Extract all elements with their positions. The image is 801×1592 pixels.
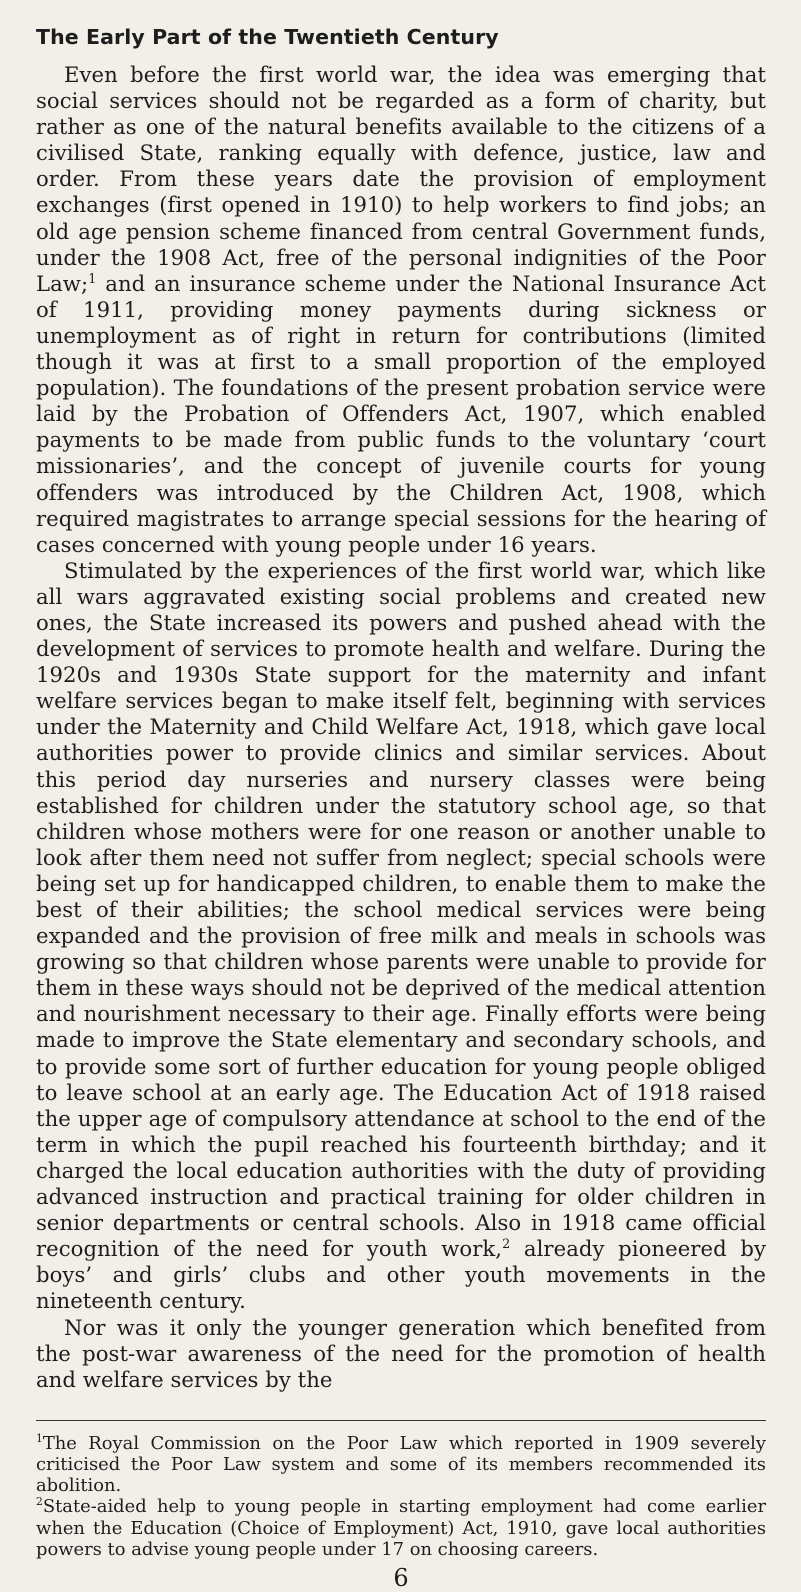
footnote-ref-1: 1: [88, 270, 97, 286]
footnote-2: [36, 1496, 766, 1560]
footnote-1-text: The Royal Commission on the Poor Law which reported in 1909 severely criticised the Poor Law system and some of its members recommended its abolition.: [36, 1432, 766, 1497]
paragraph-2: [36, 558, 766, 1315]
footnote-2-text: State-aided help to young people in starting employment had come earlier when the Education (Choice of Employment) Act, 1910, gave local authorities powers to advise young people under 17 on choosing careers.: [36, 1496, 766, 1560]
paragraph-1-text: Even before the first world war, the idea was emerging that social services should not be regarded as a form of charity, but rather as one of the natural benefits available to the citizens of a civilised State, ranking equally with defence, justice, law and order. From these years date the provision of employment exchanges (first opened in 1910) to help workers to find jobs; an old age pension scheme financed from central Government funds, under the 1908 Act, free of the personal indignities of the Poor Law;: [36, 62, 766, 296]
footnote-ref-2: 2: [502, 1236, 511, 1252]
paragraph-2-text-continued: already pioneered by boys’ and girls’ clubs and other youth movements in the nineteenth century.: [36, 1236, 766, 1314]
footnote-marker-2: 2: [36, 1495, 43, 1509]
footnote-divider: [36, 1420, 766, 1421]
paragraph-2-text: Stimulated by the experiences of the first world war, which like all wars aggravated existing social problems and created new ones, the State increased its powers and pushed ahead with the development of services to promote health and welfare. During the 1920s and 1930s State support for the maternity and infant welfare services began to make itself felt, beginning with services under the Maternity and Child Welfare Act, 1918, which gave local authorities power to provide clinics and similar services. About this period day nurseries and nursery classes were being established for children under the statutory school age, so that children whose mothers were for one reason or another unable to look after them need not suffer from neglect; special schools were being set up for handicapped children, to enable them to make the best of their abilities; the school medical services were being expanded and the provision of free milk and meals in schools was growing so that children whose parents were unable to provide for them in these ways should not be deprived of the medical attention and nourishment necessary to their age. Finally efforts were being made to improve the State elementary and secondary schools, and to provide some sort of further education for young people obliged to leave school at an early age. The Education Act of 1918 raised the upper age of compulsory attendance at school to the end of the term in which the pupil reached his fourteenth birthday; and it charged the local education authorities with the duty of providing advanced instruction and practical training for older children in senior departments or central schools. Also in 1918 came official recognition of the need for youth work,: [36, 557, 766, 1262]
page-number: 6: [393, 1564, 409, 1592]
footnote-1: [36, 1433, 766, 1497]
page-heading: The Early Part of the Twentieth Century: [36, 25, 499, 49]
document-page: [36, 24, 766, 1592]
footnote-marker-1: 1: [36, 1431, 43, 1445]
paragraph-3: Nor was it only the younger generation which benefited from the post-war awareness of the need for the promotion of health and welfare services by the: [36, 1314, 766, 1392]
paragraph-1-text-continued: and an insurance scheme under the National Insurance Act of 1911, providing money payments during sickness or unemployment as of right in return for contributions (limited though it was at first to a small proportion of the employed population). The foundations of the present probation service were laid by the Probation of Offenders Act, 1907, which enabled payments to be made from public funds to the voluntary ‘court missionaries’, and the concept of juvenile courts for young offenders was introduced by the Children Act, 1908, which required magistrates to arrange special sessions for the hearing of cases concerned with young people under 16 years.: [36, 270, 766, 557]
paragraph-1: [36, 62, 766, 558]
